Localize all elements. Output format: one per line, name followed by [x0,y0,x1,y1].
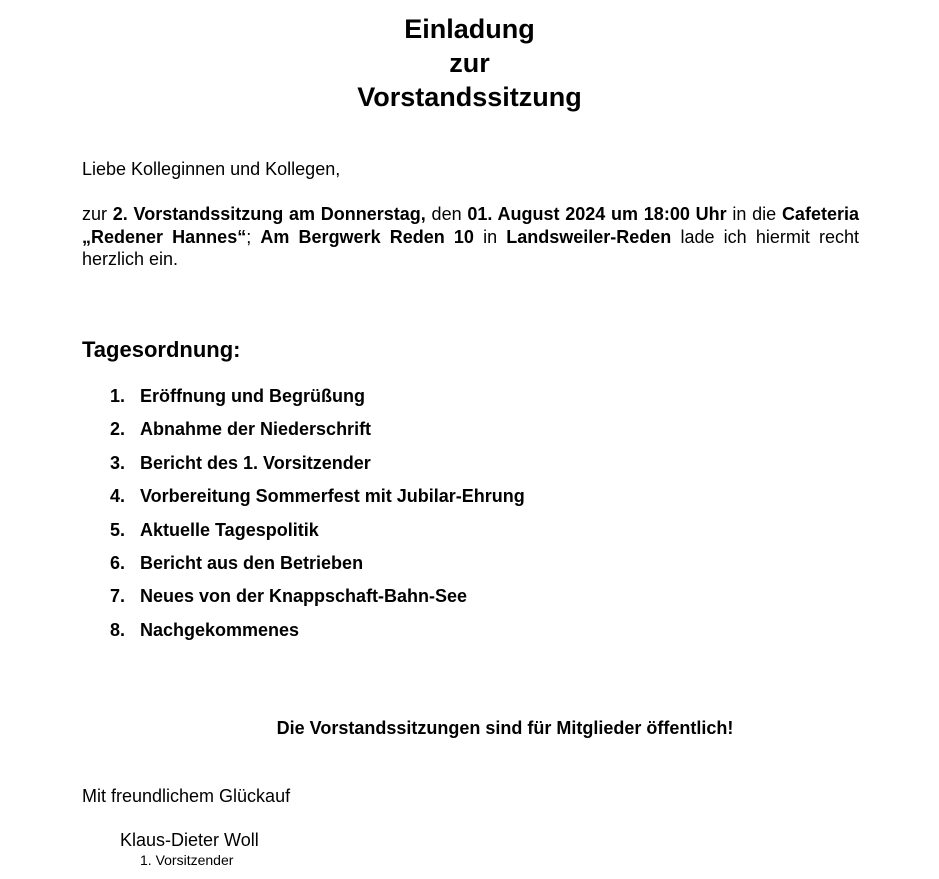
agenda-item-text: Neues von der Knappschaft-Bahn-See [140,586,468,607]
agenda-item-number: 4. [110,486,126,507]
agenda-item [110,483,525,516]
intro-text-2: den [425,204,468,224]
intro-venue: Cafeteria „Redener Hannes“ [82,204,859,247]
agenda-item-text: Nachgekommenes [140,619,300,640]
agenda-item [110,450,525,483]
title-line-1: Einladung [404,14,535,44]
intro-paragraph [82,203,859,271]
agenda-item-text: Eröffnung und Begrüßung [140,386,365,406]
agenda-item-number: 6. [110,552,126,573]
agenda-item-number: 2. [110,419,126,440]
agenda-item-text: Aktuelle Tagespolitik [140,519,319,540]
agenda-item-text: Bericht des 1. Vorsitzender [140,452,371,473]
greeting: Liebe Kolleginnen und Kollegen, [82,159,341,179]
agenda-item [110,416,525,449]
document-title [0,12,939,114]
agenda-item-text: Bericht aus den Betrieben [140,552,364,573]
agenda-heading: Tagesordnung: [82,337,241,362]
agenda-item-number: 5. [110,519,126,540]
agenda-item [110,550,525,583]
agenda-item-number: 1. [110,386,126,406]
intro-text-4: ; [246,226,261,247]
intro-meeting: 2. Vorstandssitzung am Donnerstag, [112,204,426,224]
intro-text-1: zur [82,204,113,224]
agenda-item [110,617,525,650]
public-note: Die Vorstandssitzungen sind für Mitglieder öffentlich! [276,718,734,738]
title-line-3: Vorstandssitzung [357,82,582,112]
intro-address: Am Bergwerk Reden 10 [260,226,474,247]
signer-name: Klaus-Dieter Woll [120,830,259,850]
agenda-item-number: 3. [110,452,126,473]
agenda-item [110,517,525,550]
agenda-item [110,583,525,616]
agenda-item-text: Vorbereitung Sommerfest mit Jubilar-Ehrung [140,486,525,507]
agenda-item-text: Abnahme der Niederschrift [140,419,372,440]
agenda-item-number: 8. [110,619,126,640]
intro-text-6: lade ich hiermit recht herzlich ein. [82,226,860,269]
intro-text-5: in [473,226,507,247]
agenda-item [110,383,525,416]
intro-text-3: in die [726,204,782,224]
closing-line: Mit freundlichem Glückauf [82,786,291,806]
intro-town: Landsweiler-Reden [506,226,672,247]
title-line-2: zur [449,48,490,78]
signer-role: 1. Vorsitzender [140,852,234,868]
agenda-item-number: 7. [110,586,126,607]
intro-date-time: 01. August 2024 um 18:00 Uhr [467,204,727,224]
agenda-list [110,383,525,650]
